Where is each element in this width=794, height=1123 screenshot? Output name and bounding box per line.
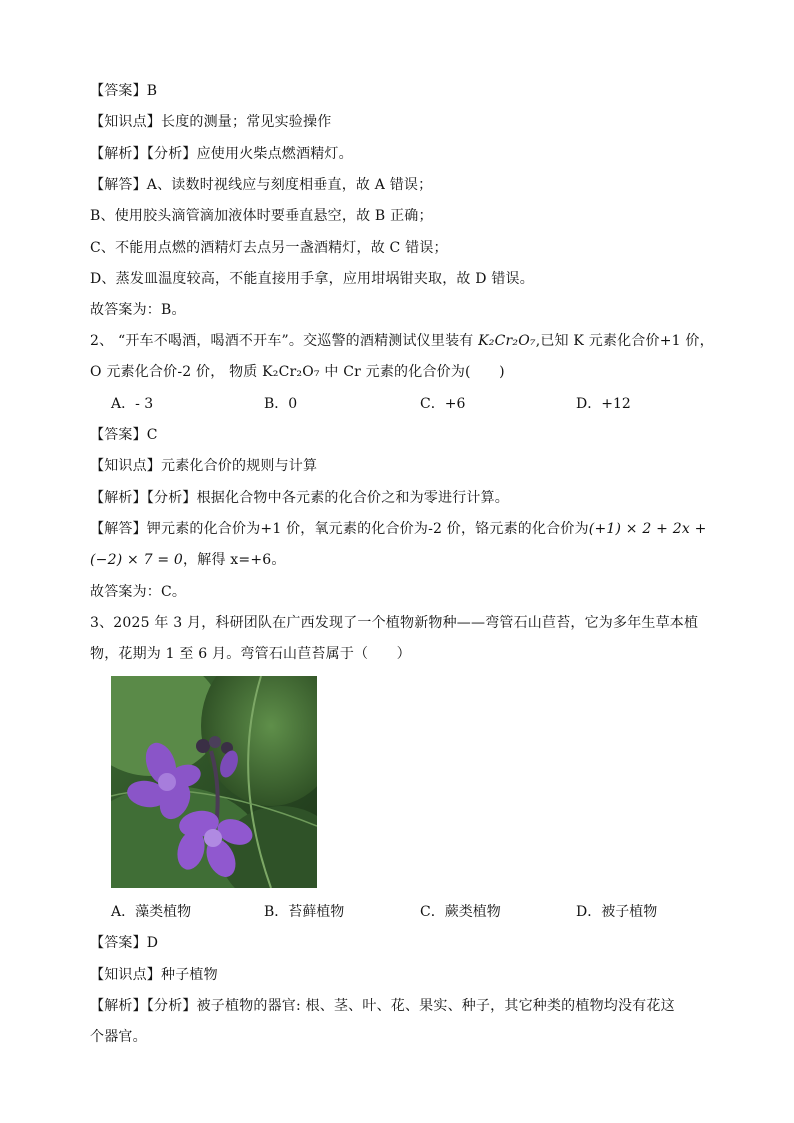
q2-formula: K₂Cr₂O₇ xyxy=(262,364,320,380)
q3-analysis-line-1: 【解析】【分析】被子植物的器官: 根、茎、叶、花、果实、种子，其它种类的植物均没有花这 xyxy=(90,998,675,1014)
q3-option-a: A．藻类植物 xyxy=(111,904,192,920)
q3-option-b: B．苔藓植物 xyxy=(264,904,345,920)
q1-answer: 【答案】B xyxy=(90,83,158,99)
q2-solution-line-1 xyxy=(90,519,707,539)
q1-knowledge-point: 【知识点】长度的测量；常见实验操作 xyxy=(90,114,332,130)
q1-solution-a: 【解答】A、读数时视线应与刻度相垂直，故 A 错误； xyxy=(90,177,433,193)
q2-solution-text-2: ，解得 x=+6。 xyxy=(183,552,286,568)
q2-option-d: D．+12 xyxy=(576,396,631,412)
q2-stem-text: 2、 “开车不喝酒，喝酒不开车”。交巡警的酒精测试仪里装有 xyxy=(90,333,479,349)
q2-answer: 【答案】C xyxy=(90,427,158,443)
q3-stem-line-2: 物，花期为 1 至 6 月。弯管石山苣苔属于（ ） xyxy=(90,646,411,662)
q2-knowledge-point: 【知识点】元素化合价的规则与计算 xyxy=(90,458,318,474)
q2-stem-text-end: 中 Cr 元素的化合价为( ) xyxy=(319,364,505,380)
q2-formula: K₂Cr₂O₇ xyxy=(478,333,536,349)
q2-option-a: A．- 3 xyxy=(111,396,154,412)
q2-stem-line-2 xyxy=(90,362,505,382)
q3-stem-line-1: 3、2025 年 3 月，科研团队在广西发现了一个植物新物种——弯管石山苣苔，它为多年生草本植 xyxy=(90,615,699,631)
q2-analysis: 【解析】【分析】根据化合物中各元素的化合价之和为零进行计算。 xyxy=(90,490,509,506)
q3-option-d: D．被子植物 xyxy=(576,904,658,920)
q2-stem-text-end: ,已知 K 元素化合价+1 价， xyxy=(535,333,714,349)
q2-stem-text: O 元素化合价-2 价， 物质 xyxy=(90,364,263,380)
q1-solution-d: D、蒸发皿温度较高，不能直接用手拿，应用坩埚钳夹取，故 D 错误。 xyxy=(90,271,534,287)
q2-stem-line-1 xyxy=(90,331,714,351)
q2-solution-math: (+1) × 2 + 2x + xyxy=(588,521,707,537)
q1-analysis: 【解析】【分析】应使用火柴点燃酒精灯。 xyxy=(90,146,353,162)
q1-final-answer: 故答案为：B。 xyxy=(90,302,186,318)
q2-final-answer: 故答案为：C。 xyxy=(90,584,187,600)
q3-answer: 【答案】D xyxy=(90,935,159,951)
q2-solution-text: 【解答】钾元素的化合价为+1 价，氧元素的化合价为-2 价，铬元素的化合价为 xyxy=(90,521,589,537)
q3-option-c: C．蕨类植物 xyxy=(420,904,501,920)
q3-analysis-line-2: 个器官。 xyxy=(90,1029,147,1045)
flower-photo xyxy=(111,676,317,888)
q2-solution-line-2 xyxy=(90,550,286,570)
q3-knowledge-point: 【知识点】种子植物 xyxy=(90,967,218,983)
q2-solution-math-2: (−2) × 7 = 0 xyxy=(90,552,184,568)
q1-solution-c: C、不能用点燃的酒精灯去点另一盏酒精灯，故 C 错误； xyxy=(90,240,448,256)
q1-solution-b: B、使用胶头滴管滴加液体时要垂直悬空，故 B 正确； xyxy=(90,208,433,224)
q2-option-c: C．+6 xyxy=(420,396,466,412)
q2-option-b: B．0 xyxy=(264,396,298,412)
